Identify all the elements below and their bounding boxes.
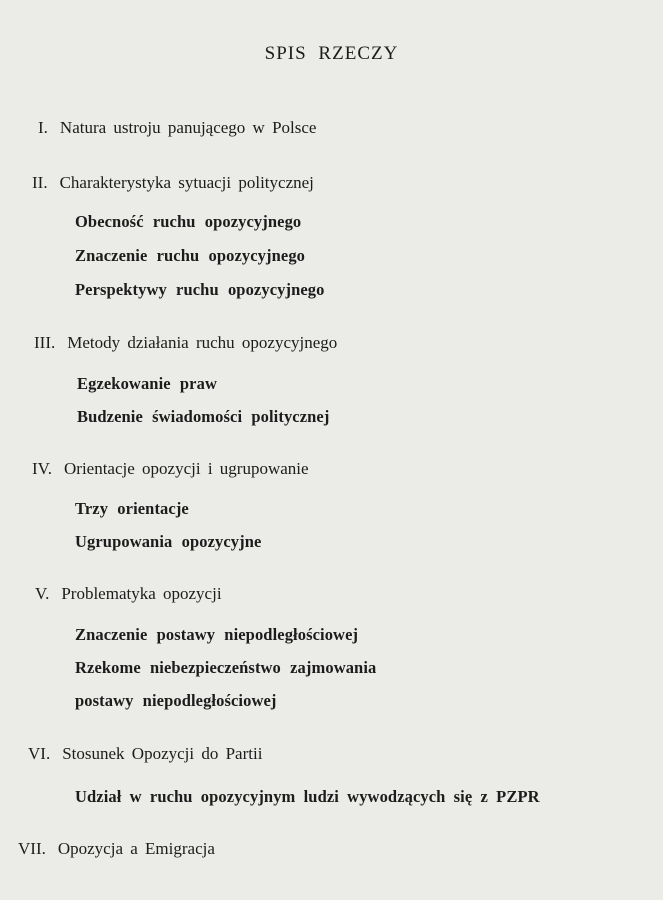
chapter-title: Charakterystyka sytuacji politycznej xyxy=(59,173,314,192)
toc-subsection: Perspektywy ruchu opozycyjnego xyxy=(75,280,325,299)
toc-chapter-6 xyxy=(28,744,262,764)
chapter-number: VI. xyxy=(28,744,51,763)
toc-subsection: postawy niepodległościowej xyxy=(75,691,277,710)
toc-subsection: Udział w ruchu opozycyjnym ludzi wywodzących się z PZPR xyxy=(75,787,540,806)
chapter-number: II. xyxy=(32,173,48,192)
toc-chapter-2 xyxy=(32,173,314,193)
chapter-title: Metody działania ruchu opozycyjnego xyxy=(67,333,338,352)
toc-subsection: Egzekowanie praw xyxy=(77,374,217,393)
toc-chapter-4 xyxy=(32,459,309,479)
chapter-number: I. xyxy=(38,118,48,137)
chapter-title: Natura ustroju panującego w Polsce xyxy=(59,118,317,137)
toc-subsection: Obecność ruchu opozycyjnego xyxy=(75,212,302,231)
chapter-title: Opozycja a Emigracja xyxy=(57,839,215,858)
toc-chapter-1 xyxy=(38,118,316,138)
chapter-number: III. xyxy=(34,333,56,352)
page-title: SPIS RZECZY xyxy=(264,43,399,64)
chapter-number: V. xyxy=(35,584,50,603)
toc-chapter-5 xyxy=(35,584,222,604)
toc-chapter-3 xyxy=(34,333,337,353)
chapter-title: Orientacje opozycji i ugrupowanie xyxy=(64,459,309,478)
chapter-number: VII. xyxy=(18,839,46,858)
chapter-number: IV. xyxy=(32,459,52,478)
toc-subsection: Znaczenie ruchu opozycyjnego xyxy=(75,246,306,265)
toc-subsection: Rzekome niebezpieczeństwo zajmowania xyxy=(75,658,377,677)
chapter-title: Stosunek Opozycji do Partii xyxy=(62,744,263,763)
chapter-title: Problematyka opozycji xyxy=(61,584,222,603)
toc-subsection: Budzenie świadomości politycznej xyxy=(77,407,330,426)
toc-chapter-7 xyxy=(18,839,215,859)
toc-subsection: Ugrupowania opozycyjne xyxy=(75,532,262,551)
toc-subsection: Trzy orientacje xyxy=(75,499,189,518)
toc-subsection: Znaczenie postawy niepodległościowej xyxy=(75,625,359,644)
